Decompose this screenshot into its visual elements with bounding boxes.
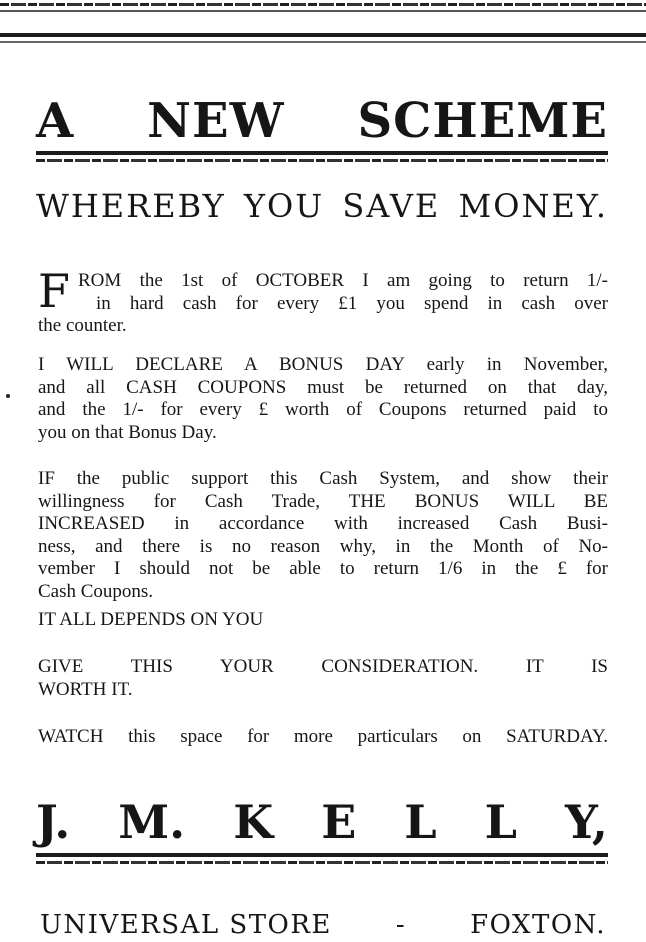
paragraph-5 (38, 656, 608, 701)
top-rule-3 (0, 33, 646, 37)
paragraph-2-line-1: I WILL DECLARE A BONUS DAY early in November, (38, 354, 608, 375)
paragraph-2 (38, 354, 608, 444)
paragraph-3-line-6: Cash Coupons. (38, 580, 154, 602)
signature-rule-2 (36, 861, 608, 864)
footer-separator: - (395, 910, 407, 940)
paragraph-3-line-1: IF the public support this Cash System, and show their (38, 468, 608, 489)
top-rule-4 (0, 41, 646, 43)
signature-letter-4: E (321, 795, 357, 849)
paragraph-3-line-2: willingness for Cash Trade, THE BONUS WILL BE (38, 490, 608, 512)
headline-rule-2 (36, 159, 608, 162)
paragraph-2-line-4: you on that Bonus Day. (38, 421, 217, 443)
margin-speck (6, 394, 10, 398)
signature-letter-5: L (404, 795, 437, 849)
paragraph-3-line-4: ness, and there is no reason why, in the Month of No- (38, 535, 608, 557)
paragraph-3-line-5: vember I should not be able to return 1/6 in the £ for (38, 558, 608, 579)
paragraph-4-line-1: IT ALL DEPENDS ON YOU (38, 609, 264, 630)
paragraph-1-line-1: ROM the 1st of OCTOBER I am going to return 1/- (78, 270, 608, 291)
headline-word-2: NEW (147, 93, 285, 149)
headline-word-1: A (36, 93, 75, 149)
signature-name (36, 794, 608, 850)
paragraph-1-line-3: the counter. (38, 315, 127, 336)
top-rule-2 (0, 10, 646, 12)
store-address (40, 908, 606, 942)
paragraph-3-line-3: INCREASED in accordance with increased Cash Busi- (38, 513, 608, 534)
store-town: FOXTON. (470, 910, 606, 940)
drop-cap: F (38, 264, 70, 318)
paragraph-5-line-1: GIVE THIS YOUR CONSIDERATION. IT IS (38, 656, 608, 677)
paragraph-2-line-2: and all CASH COUPONS must be returned on that day, (38, 376, 608, 398)
paragraph-4 (38, 609, 608, 632)
paragraph-5-line-2: WORTH IT. (38, 678, 133, 700)
headline (36, 90, 608, 152)
headline-rule-1 (36, 151, 608, 155)
signature-letter-1: J. (36, 795, 71, 849)
signature-letter-3: K (233, 795, 274, 849)
paragraph-1-line-2: in hard cash for every £1 you spend in cash over (96, 292, 608, 314)
paragraph-6-line-1: WATCH this space for more particulars on SATURDAY. (38, 726, 608, 747)
paragraph-1 (38, 264, 608, 338)
paragraph-2-line-3: and the 1/- for every £ worth of Coupons returned paid to (38, 399, 608, 420)
store-name: UNIVERSAL STORE (40, 910, 332, 940)
signature-letter-7: Y, (564, 795, 608, 849)
signature-letter-6: L (484, 795, 517, 849)
paragraph-3 (38, 468, 608, 603)
paragraph-6 (38, 726, 608, 749)
subhead: WHEREBY YOU SAVE MONEY. (36, 187, 608, 225)
top-rule-1 (0, 3, 646, 6)
signature-rule-1 (36, 853, 608, 857)
signature-letter-2: M. (118, 795, 186, 849)
headline-word-3: SCHEME (357, 93, 608, 149)
